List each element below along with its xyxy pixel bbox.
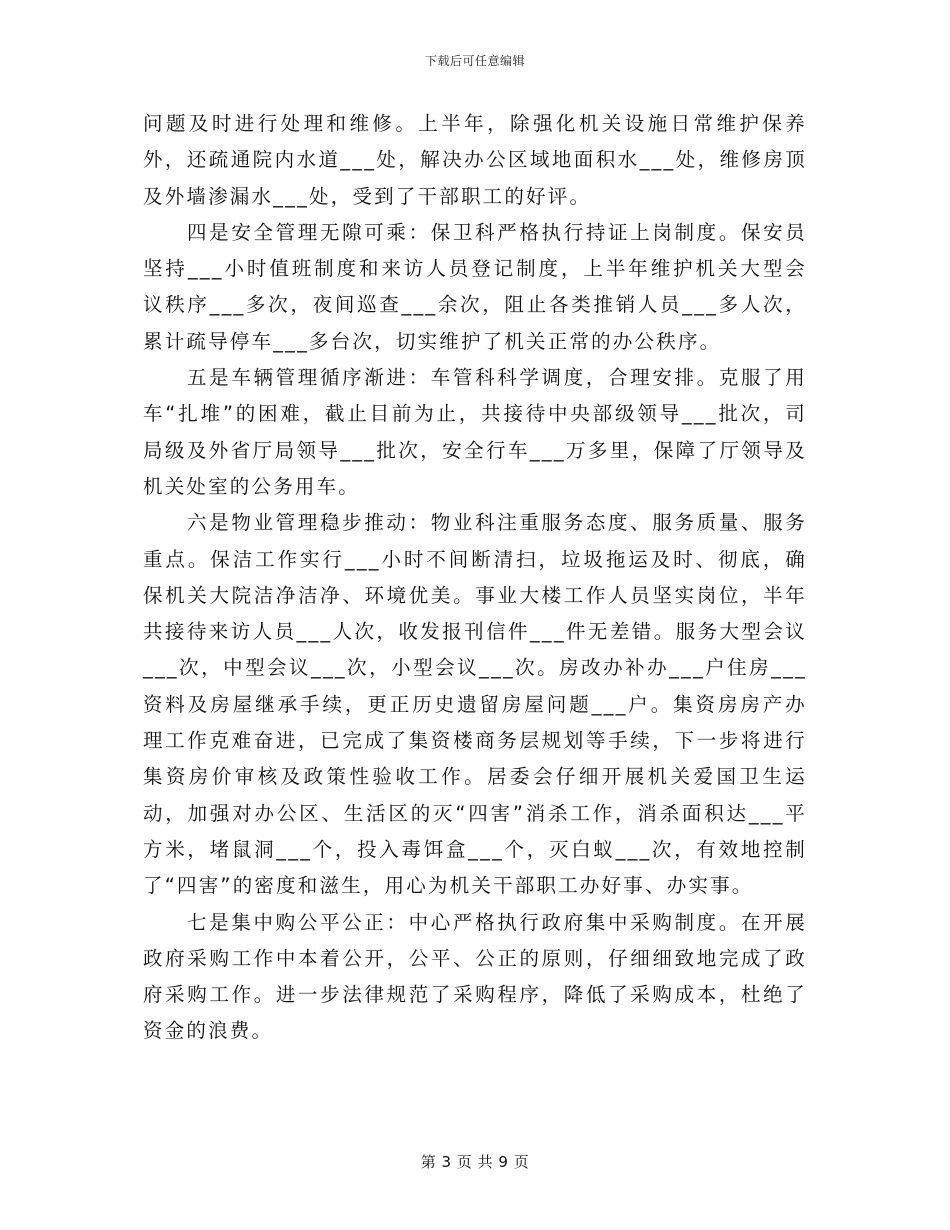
document-body xyxy=(143,106,807,1050)
paragraph-procurement: 七是集中购公平公正：中心严格执行政府集中采购制度。在开展政府采购工作中本着公开，公平、公正的原则，仔细细致地完成了政府采购工作。进一步法律规范了采购程序，降低了采购成本，杜绝了资金的浪费。 xyxy=(143,910,807,1043)
paragraph-vehicles: 五是车辆管理循序渐进：车管科科学调度，合理安排。克服了用车“扎堆”的困难，截止目前为止，共接待中央部级领导___批次，司局级及外省厅局领导___批次，安全行车___万多里，保障了厅领导及机关处室的公务用车。 xyxy=(143,366,807,498)
page-number: 第 3 页 共 9 页 xyxy=(420,1153,530,1171)
paragraph-continuation: 问题及时进行处理和维修。上半年，除强化机关设施日常维护保养外，还疏通院内水道___处，解决办公区域地面积水___处，维修房顶及外墙渗漏水___处，受到了干部职工的好评。 xyxy=(143,112,807,208)
paragraph-security: 四是安全管理无隙可乘：保卫科严格执行持证上岗制度。保安员坚持___小时值班制度和来访人员登记制度，上半年维护机关大型会议秩序___多次，夜间巡查___余次，阻止各类推销人员___多人次，累计疏导停车___多台次，切实维护了机关正常的办公秩序。 xyxy=(143,220,807,353)
page-header: 下载后可任意编辑 xyxy=(424,54,525,68)
paragraph-property: 六是物业管理稳步推动：物业科注重服务态度、服务质量、服务重点。保洁工作实行___小时不间断清扫，垃圾拖运及时、彻底，确保机关大院洁净洁净、环境优美。事业大楼工作人员坚实岗位，半年共接待来访人员___人次，收发报刊信件___件无差错。服务大型会议___次，中型会议___次，小型会议___次。房改办补办___户住房___资料及房屋继承手续，更正历史遗留房屋问题___户。集资房房产办理工作克难奋进，已完成了集资楼商务层规划等手续，下一步将进行集资房价审核及政策性验收工作。居委会仔细开展机关爱国卫生运动，加强对办公区、生活区的灭“四害”消杀工作，消杀面积达___平方米，堵鼠洞___个，投入毒饵盒___个，灭白蚁___次，有效地控制了“四害”的密度和滋生，用心为机关干部职工办好事、办实事。 xyxy=(143,511,807,898)
